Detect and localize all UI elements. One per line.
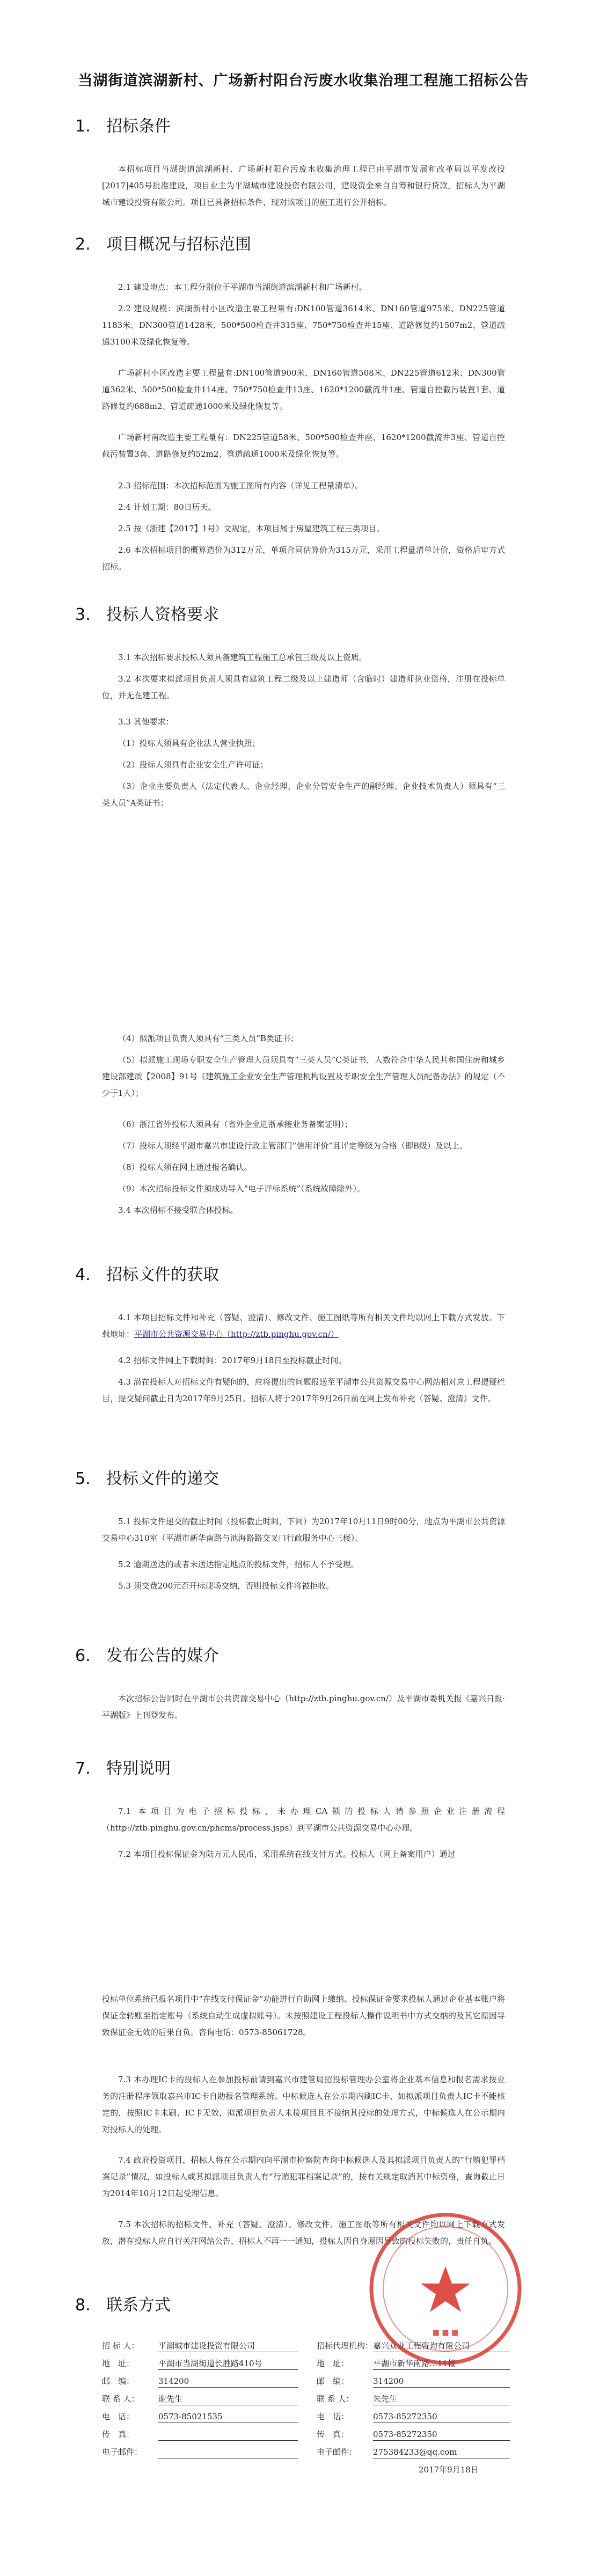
s4-p2: 4.2 招标文件网上下载时间：2017年9月18日至投标截止时间。 (118, 1356, 347, 1365)
s3-p6: （3）企业主要负责人（法定代表人、企业经理、企业分管安全生产的副经理、企业技术负责人）须具有“三类人员”A类证书； (102, 781, 505, 808)
s7-p4: 7.3 本办理IC卡的投标人在参加投标前请到嘉兴市建管局招投标管理办公室将企业基本信息和报名需求按业务的注册程序领取嘉兴市IC卡自助报名管理系统。中标候选人在公示期内刷IC卡，如拟派项目负责人IC卡不能核定的，按照IC卡未刷、IC卡无效，拟派项目负责人未接项目且不接纳其投标的处理方式，中标候选人在公示期内对投标人的处理。 (102, 2075, 505, 2134)
agent-fax-value: 0573-85272350 (373, 2428, 510, 2441)
s3-p9: （6）浙江省外投标人须具有（省外企业进浙承接业务备案证明）； (118, 1119, 353, 1129)
s7-p6: 7.5 本次招标的招标文件、补充（答疑、澄清）、修改文件、施工图纸等所有相关文件均以网上下载方式发放，潜在投标人应自行关注网站公告，招标人不再一一通知，投标人因自身原因导致的投标失败的，责任自负。 (102, 2220, 505, 2246)
agent-email-value: 275384233@qq.com (373, 2446, 510, 2458)
s3-p11: （8）投标人须在网上通过报名确认。 (118, 1162, 252, 1172)
s3-p5: （2）投标人须具有企业安全生产许可证； (118, 760, 268, 770)
s7-p5: 7.4 政府投资项目，招标人将在公示期内向平湖市检察院查询中标候选人及其拟派项目负责人的“行贿犯罪档案记录”情况，如投标人或其拟派项目负责人有“行贿犯罪档案记录”的，按有关规定取消其中标资格，查询截止日为2014年10月12日起受理信息。 (102, 2155, 505, 2198)
zip-value: 314200 (158, 2375, 298, 2388)
s3-p1: 3.1 本次招标要求投标人须具备建筑工程施工总承包三级及以上资质。 (118, 653, 367, 662)
agent-phone-value: 0573-85272350 (373, 2411, 510, 2423)
address-value: 平湖市当湖街道长胜路410号 (158, 2358, 298, 2370)
s7-p2: 7.2 本项目投标保证金为陆万元人民币，采用系统在线支付方式。投标人（网上备案用户）通过 (118, 1849, 456, 1859)
fax-label: 传 真： (102, 2429, 135, 2439)
s2-p5: 2.3 招标范围：本次招标范围为施工图所有内容（详见工程量清单）。 (118, 481, 363, 491)
section-5-heading: 5. 投标文件的递交 (75, 1469, 219, 1488)
phone-value: 0573-85021535 (158, 2411, 298, 2423)
address-label: 地 址： (102, 2359, 135, 2368)
email-label: 电子邮件： (102, 2447, 143, 2457)
agent-zip-label: 邮 编： (317, 2376, 349, 2386)
s6-paragraph: 本次招标公告同时在平湖市公共资源交易中心（http://ztb.pinghu.gov.cn/）及平湖市委机关报《嘉兴日报·平湖版》上刊登发布。 (102, 1694, 505, 1720)
s3-p2: 3.2 本次要求拟派项目负责人须具有建筑工程二级及以上建造师（含临时）建造师执业资格，注册在投标单位，并无在建工程。 (102, 674, 505, 700)
signing-date: 2017年9月18日 (419, 2465, 479, 2475)
s2-p8: 2.6 本次招标项目的概算造价为312万元，单项合同估算价为315万元，采用工程量清单计价，资格后审方式招标。 (102, 545, 505, 572)
section-8-heading: 8. 联系方式 (75, 2296, 171, 2315)
section-7-heading: 7. 特别说明 (75, 1759, 171, 1778)
agent-phone-label: 电 话： (317, 2412, 349, 2421)
section-1-heading: 1. 招标条件 (75, 117, 171, 136)
tenderer-value: 平湖城市建设投资有限公司 (158, 2340, 298, 2352)
section-3-heading: 3. 投标人资格要求 (75, 605, 219, 624)
agent-value: 嘉兴众业工程咨询有限公司 (373, 2340, 510, 2352)
email-value (158, 2446, 298, 2458)
agent-contact-value: 朱先生 (373, 2393, 510, 2405)
source-site-link[interactable]: 平湖市公共资源交易中心（http://ztb.pinghu.gov.cn/） (134, 1329, 339, 1339)
s7-p3: 投标单位系统已报名项目中“在线支付保证金”功能进行自助网上缴纳。投标保证金要求投标人通过企业基本账户将保证金转账至指定账号（系统自动生成虚拟账号）。未按照建设工程投标人操作说明书中方式交纳的及其它原因导致保证金无效的后果自负。咨询电话：0573-85061728。 (102, 1994, 505, 2037)
s3-p13: 3.4 本次招标不接受联合体投标。 (118, 1205, 238, 1215)
s4-p1: 4.1 本项目招标文件和补充（答疑、澄清）、修改文件、施工图纸等所有相关文件均以网上下载方式发放。下载地址：平湖市公共资源交易中心（http://ztb.pinghu.gov.cn/） (102, 1313, 505, 1339)
section-2-heading: 2. 项目概况与招标范围 (75, 235, 251, 254)
s3-p10: （7）投标人须经平湖市嘉兴市建设行政主管部门“信用评价”且评定等级为合格（即B级）及以上。 (118, 1141, 467, 1151)
s5-p1: 5.1 投标文件递交的截止时间（投标截止时间，下同）为2017年10月11日9时00分，地点为平湖市公共资源交易中心310室（平湖市新华南路与池海路路交叉口行政服务中心三楼）。 (102, 1517, 505, 1543)
contact-label: 联 系 人： (102, 2394, 140, 2404)
section-6-heading: 6. 发布公告的媒介 (75, 1646, 219, 1665)
s3-p3: 3.3 其他要求： (118, 717, 174, 727)
s2-p3: 广场新村小区改造主要工程量有:DN100管道900米、DN160管道508米、DN225管道612米、DN300管道362米、500*500检查井114座、750*750检查井13座、1620*1200截流井1座、管道自控截污装置1套、道路修复约688m2、管道疏通1000米及绿化恢复等。 (102, 368, 505, 411)
s3-p4: （1）投标人须具有企业法人营业执照； (118, 738, 260, 748)
s5-p2: 5.2 逾期送达的或者未送达指定地点的投标文件，招标人不予受理。 (118, 1560, 359, 1569)
tenderer-label: 招 标 人： (102, 2341, 140, 2351)
s2-p2: 2.2 建设规模：滨湖新村小区改造主要工程量有:DN100管道3614米、DN160管道975米、DN225管道1183米、DN300管道1428米、500*500检查井315座、750*750检查井15座、道路修复约1507m2、管道疏通3100米及绿化恢复等。 (102, 304, 505, 347)
s7-p1: 7.1 本项目为电子招标投标，未办理CA锁的投标人请参照企业注册流程（http://ztb.pinghu.gov.cn/phcms/process.jsps）到平湖市公共资源交易中心办理。 (102, 1806, 505, 1833)
s3-p8: （5）拟派施工现场专职安全生产管理人员须具有“三类人员”C类证书，人数符合中华人民共和国住房和城乡建设部建质【2008】91号《建筑施工企业安全生产管理机构设置及专职安全生产管理人员配备办法》的规定（不少于1人）； (102, 1055, 505, 1098)
fax-value (158, 2428, 298, 2441)
agent-contact-label: 联 系 人： (317, 2394, 354, 2404)
svg-text:■ ■ ■: ■ ■ ■ (432, 2329, 459, 2337)
page-title: 当湖街道滨湖新村、广场新村阳台污废水收集治理工程施工招标公告 (78, 72, 529, 89)
phone-label: 电 话： (102, 2412, 135, 2421)
agent-address-label: 地 址： (317, 2359, 349, 2368)
s2-p7: 2.5 按《浙建【2017】1号》文规定，本项目属于房屋建筑工程三类项目。 (118, 524, 385, 533)
company-seal-icon (365, 2208, 526, 2369)
s4-p3: 4.3 潜在投标人对招标文件有疑问的，应将提出的问题报送至平湖市公共资源交易中心网站相对应工程提疑栏目，提交疑问截止日为2017年9月25日。招标人将于2017年9月26日前在网上发布补充（答疑、澄清）文件。 (102, 1377, 505, 1403)
agent-label: 招标代理机构： (317, 2341, 374, 2351)
s3-p7: （4）拟派项目负责人须具有“三类人员”B类证书； (118, 1034, 298, 1043)
agent-fax-label: 传 真： (317, 2429, 349, 2439)
agent-address-value: 平湖市新华南路…11楼 (373, 2358, 510, 2370)
s2-p1: 2.1 建设地点：本工程分别位于平湖市当湖街道滨湖新村和广场新村。 (118, 282, 367, 292)
s2-p4: 广场新村南改造主要工程量有：DN225管道58米、500*500检查井座、1620*1200截流井3座、管道自控截污装置3套、道路修复约52m2、管道疏通1000米及绿化恢复等。 (102, 433, 505, 459)
s1-paragraph: 本招标项目当湖街道滨湖新村、广场新村阳台污废水收集治理工程已由平湖市发展和改革局以平发改投[2017]405号批准建设，项目业主为平湖城市建设投资有限公司，建设资金来自自筹和银行贷款，招标人为平湖城市建设投资有限公司。项目已具备招标条件，现对该项目的施工进行公开招标。 (102, 164, 505, 207)
agent-email-label: 电子邮件： (317, 2447, 357, 2457)
zip-label: 邮 编： (102, 2376, 135, 2386)
s5-p3: 5.3 须交费200元否开标现场交纳，否则投标文件将被拒收。 (118, 1581, 334, 1591)
contact-value: 谢先生 (158, 2393, 298, 2405)
s3-p12: （9）本次招标投标文件须成功导入“电子评标系统”（系统故障除外）。 (118, 1184, 365, 1194)
agent-zip-value: 314200 (373, 2375, 510, 2388)
s2-p6: 2.4 计划工期：80日历天。 (118, 502, 216, 512)
section-4-heading: 4. 招标文件的获取 (75, 1265, 219, 1284)
